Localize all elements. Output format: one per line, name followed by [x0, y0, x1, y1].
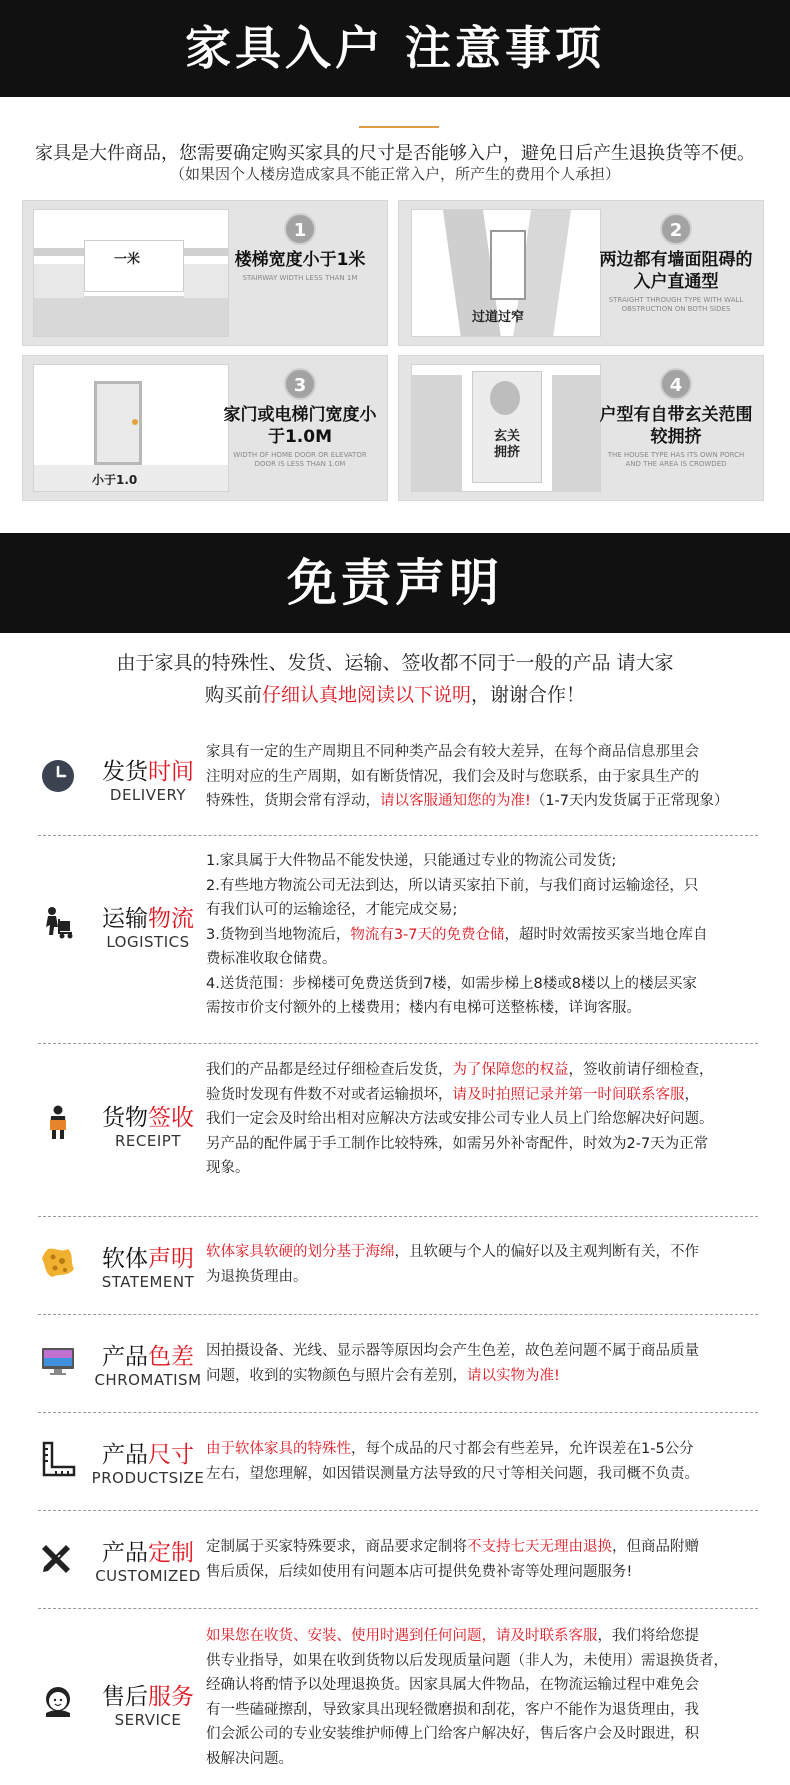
step-number: 3	[284, 368, 316, 400]
row-title-part: 运输	[102, 906, 148, 932]
body-text: 供专业指导，如果在收到货物以后发现质量问题（非人为，未使用）需退换货者，	[206, 1652, 728, 1669]
highlight-text: 请以客服通知您的为准!	[380, 793, 531, 809]
row-body-line	[206, 765, 754, 790]
row-title-part: 软体	[102, 1246, 148, 1272]
highlight-text: 如果您在收货、安装、使用时遇到任何问题，请及时联系客服	[206, 1628, 598, 1644]
row-title-part: 发货	[102, 759, 148, 785]
decorative-divider	[359, 126, 439, 128]
row-body	[206, 1058, 754, 1181]
row-body	[206, 849, 754, 1021]
row-body-line	[206, 1156, 754, 1181]
row-title-highlight: 尺寸	[148, 1442, 194, 1468]
row-body-line	[206, 1107, 754, 1132]
card-subcaption: STAIRWAY WIDTH LESS THAN 1M	[242, 274, 358, 282]
card-caption: 家门或电梯门宽度小于1.0M	[223, 405, 377, 447]
row-body-line	[206, 1673, 754, 1698]
section1-title: 家具入户 注意事项	[0, 0, 790, 97]
row-title-en: LOGISTICS	[106, 933, 190, 951]
row-body	[206, 1624, 754, 1771]
step-number: 1	[284, 213, 316, 245]
row-body	[206, 1240, 754, 1289]
stairway-illustration	[33, 209, 229, 337]
highlight-text: 不支持七天无理由退换	[467, 1539, 612, 1555]
row-title-highlight: 服务	[148, 1684, 194, 1710]
row-body-line	[206, 1132, 754, 1157]
section1-note: （如果因个人楼房造成家具不能正常入户，所产生的费用个人承担）	[169, 165, 620, 183]
ruler-icon	[40, 1441, 76, 1477]
highlight-text: 为了保障您的权益	[452, 1062, 569, 1078]
row-body-line	[206, 1364, 754, 1389]
row-body-line	[206, 1649, 754, 1674]
row-title-en: STATEMENT	[101, 1273, 195, 1291]
body-text: ，但商品附赠	[612, 1539, 699, 1555]
row-title-part: 产品	[102, 1540, 148, 1566]
corridor-illustration	[411, 209, 601, 337]
card-subcaption: THE HOUSE TYPE HAS ITS OWN PORCH AND THE AREA IS CROWDED	[607, 451, 745, 468]
body-text: ，每个成品的尺寸都会有些差异，允许误差在1-5公分	[351, 1441, 694, 1457]
row-body-line	[206, 898, 754, 923]
disclaimer-intro: 由于家具的特殊性、发货、运输、签收都不同于一般的产品 请大家	[116, 652, 674, 674]
row-body-line	[206, 849, 754, 874]
door-illustration	[33, 364, 229, 492]
body-text: 极解决问题。	[206, 1750, 293, 1767]
body-text: 经确认将酌情予以处理退换货。因家具属大件物品，在物流运输过程中难免会	[206, 1677, 699, 1693]
row-body-line	[206, 1560, 754, 1585]
row-title-highlight: 物流	[148, 906, 194, 932]
row-title-highlight: 色差	[148, 1344, 194, 1370]
body-text: 2.有些地方物流公司无法到达，所以请买家拍下前，与我们商讨运输途径，只	[206, 877, 699, 894]
delivery-man-icon	[40, 905, 76, 941]
pencil-ruler-icon	[40, 1539, 76, 1575]
monitor-icon	[40, 1343, 76, 1379]
figure-label: 一米	[114, 252, 141, 267]
entry-card-porch	[398, 355, 764, 501]
step-number: 4	[660, 368, 692, 400]
row-title-en: DELIVERY	[109, 786, 187, 804]
row-title-en: CUSTOMIZED	[95, 1567, 201, 1585]
body-text: ，且软硬与个人的偏好以及主观判断有关，不作	[394, 1244, 699, 1260]
row-body	[206, 1339, 754, 1388]
row-divider	[38, 1314, 758, 1315]
body-text: 为退换货理由。	[206, 1268, 308, 1285]
row-body	[206, 740, 754, 814]
row-divider	[38, 1043, 758, 1044]
row-body	[206, 1437, 754, 1486]
body-text: ，签收前请仔细检查，	[568, 1062, 714, 1078]
clock-icon	[40, 758, 76, 794]
row-divider	[38, 1412, 758, 1413]
body-text: ，我们将给您提	[597, 1628, 699, 1644]
row-body-line	[206, 789, 754, 814]
highlight-text: 物流有3-7天的免费仓储	[350, 926, 505, 943]
body-text: 因拍摄设备、光线、显示器等原因均会产生色差，故色差问题不属于商品质量	[206, 1343, 699, 1359]
card-subcaption: STRAIGHT THROUGH TYPE WITH WALL OBSTRUCTION ON BOTH SIDES	[608, 296, 744, 313]
row-title-en: CHROMATISM	[94, 1371, 202, 1389]
body-text: 验货时发现有件数不对或者运输损坏，	[206, 1086, 453, 1103]
body-text: 有我们认可的运输途径，才能完成交易;	[206, 902, 458, 918]
row-body-line	[206, 996, 754, 1021]
body-text: ，	[684, 1086, 699, 1103]
entry-card-corridor	[398, 200, 764, 346]
row-title-en: RECEIPT	[115, 1132, 181, 1150]
highlight-text: 由于软体家具的特殊性	[206, 1441, 351, 1457]
body-text: （1-7天内发货属于正常现象）	[530, 793, 729, 809]
row-body-line	[206, 1265, 754, 1290]
intro-text: ，谢谢合作！	[471, 684, 586, 706]
row-divider	[38, 1510, 758, 1511]
receipt-icon	[40, 1104, 76, 1140]
disclaimer-intro-line2	[0, 680, 790, 707]
row-title-highlight: 时间	[148, 759, 194, 785]
row-body-line	[206, 1747, 754, 1772]
highlight-text: 软体家具软硬的划分基于海绵	[206, 1244, 395, 1260]
customer-service-icon	[40, 1683, 76, 1719]
body-text: 另产品的配件属于手工制作比较特殊，如需另外补寄配件，时效为2-7天为正常	[206, 1135, 709, 1152]
row-title-highlight: 签收	[148, 1105, 194, 1131]
row-body-line	[206, 1437, 754, 1462]
highlight-text: 请以实物为准!	[467, 1367, 560, 1384]
row-body-line	[206, 972, 754, 997]
row-title-part: 售后	[102, 1684, 148, 1710]
row-title-part: 产品	[102, 1344, 148, 1370]
card-caption: 户型有自带玄关范围较拥挤	[599, 405, 753, 447]
row-divider	[38, 1608, 758, 1609]
row-body-line	[206, 1722, 754, 1747]
figure-label: 小于1.0	[92, 473, 138, 487]
body-text: 注明对应的生产周期，如有断货情况，我们会及时与您联系，由于家具生产的	[206, 768, 699, 785]
body-text: 售后质保，后续如使用有问题本店可提供免费补寄等处理问题服务!	[206, 1563, 633, 1580]
card-subcaption: WIDTH OF HOME DOOR OR ELEVATOR DOOR IS LESS THAN 1.0M	[233, 451, 367, 468]
body-text: 问题，收到的实物颜色与照片会有差别，	[206, 1367, 467, 1384]
step-number: 2	[660, 213, 692, 245]
entry-card-door	[22, 355, 388, 501]
body-text: 1.家具属于大件物品不能发快递，只能通过专业的物流公司发货;	[206, 853, 617, 869]
row-body-line	[206, 947, 754, 972]
row-body-line	[206, 1698, 754, 1723]
row-title-highlight: 声明	[148, 1246, 194, 1272]
row-body	[206, 1535, 754, 1584]
card-caption: 楼梯宽度小于1米	[234, 250, 366, 270]
porch-illustration	[411, 364, 601, 492]
intro-highlight: 仔细认真地阅读以下说明	[261, 684, 471, 706]
section2-title: 免责声明	[0, 533, 790, 633]
row-body-line	[206, 1462, 754, 1487]
body-text: 4.送货范围：步梯楼可免费送货到7楼，如需步梯上8楼或8楼以上的楼层买家	[206, 975, 698, 992]
body-text: 费标准收取仓储费。	[206, 951, 337, 967]
row-title-en: SERVICE	[114, 1711, 182, 1729]
body-text: 我们一定会及时给出相对应解决方法或安排公司专业人员上门给您解决好问题。	[206, 1111, 714, 1127]
row-body-line	[206, 1624, 754, 1649]
body-text: 我们的产品都是经过仔细检查后发货，	[206, 1062, 453, 1078]
row-title-part: 产品	[102, 1442, 148, 1468]
body-text: 现象。	[206, 1160, 250, 1176]
figure-label: 过道过窄	[472, 310, 525, 325]
highlight-text: 请及时拍照记录并第一时间联系客服	[452, 1086, 685, 1103]
row-divider	[38, 835, 758, 836]
row-body-line	[206, 1058, 754, 1083]
row-divider	[38, 1216, 758, 1217]
body-text: 3.货物到当地物流后，	[206, 926, 351, 943]
card-caption: 两边都有墙面阻碍的入户直通型	[599, 250, 753, 292]
row-body-line	[206, 923, 754, 948]
row-body-line	[206, 740, 754, 765]
body-text: 家具有一定的生产周期且不同种类产品会有较大差异，在每个商品信息那里会	[206, 744, 699, 760]
row-title-en: PRODUCTSIZE	[91, 1469, 205, 1487]
body-text: 有一些磕碰擦刮，导致家具出现轻微磨损和刮花，客户不能作为退货理由，我	[206, 1701, 699, 1718]
row-body-line	[206, 1240, 754, 1265]
row-body-line	[206, 1535, 754, 1560]
intro-text: 购买前	[204, 684, 262, 706]
row-body-line	[206, 1083, 754, 1108]
body-text: 需按市价支付额外的上楼费用；楼内有电梯可送整栋楼，详询客服。	[206, 1000, 641, 1016]
row-body-line	[206, 874, 754, 899]
row-title-highlight: 定制	[148, 1540, 194, 1566]
body-text: 特殊性，货期会常有浮动，	[206, 793, 380, 809]
sponge-icon	[40, 1245, 76, 1281]
row-body-line	[206, 1339, 754, 1364]
body-text: 左右，望您理解，如因错误测量方法导致的尺寸等相关问题，我司概不负责。	[206, 1465, 699, 1482]
body-text: 们会派公司的专业安装维护师傅上门给客户解决好，售后客户会及时跟进，积	[206, 1726, 699, 1742]
body-text: ，超时时效需按买家当地仓库自	[504, 926, 708, 943]
row-title-part: 货物	[102, 1105, 148, 1131]
figure-label: 玄关拥挤	[493, 429, 520, 460]
body-text: 定制属于买家特殊要求，商品要求定制将	[206, 1539, 467, 1555]
section1-intro: 家具是大件商品，您需要确定购买家具的尺寸是否能够入户，避免日后产生退换货等不便。	[35, 143, 755, 164]
entry-card-stairway	[22, 200, 388, 346]
